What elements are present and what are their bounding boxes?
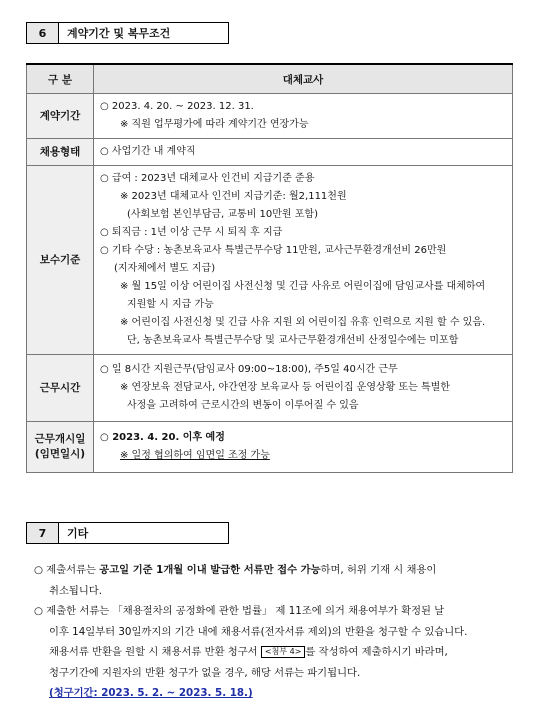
section-title: 계약기간 및 복무조건 [59,22,229,44]
claim-period: (청구기간: 2023. 5. 2. ~ 2023. 5. 18.) [49,687,253,699]
table-row-working-hours [27,355,513,422]
contract-conditions-table [26,63,513,473]
section-number: 7 [26,522,59,544]
content-line: ○ 일 8시간 지원근무(담임교사 09:00~18:00), 주5일 40시간 근무 [100,364,398,375]
row-label: 채용형태 [27,139,94,166]
section-title: 기타 [59,522,229,544]
section-7-header [26,522,229,544]
content-line: (지자체에서 별도 지급) [114,263,216,274]
row-label-line: 근무개시일 [34,433,86,445]
note-2: ○ 제출한 서류는 「채용절차의 공정화에 관한 법률」 제 11조에 의거 채용여부가 확정된 날 [34,605,445,617]
row-content [94,166,513,355]
header-substitute-teacher: 대체교사 [94,64,513,94]
content-line: 사정을 고려하여 근로시간의 변동이 이루어질 수 있음 [127,400,359,411]
header-category: 구 분 [27,64,94,94]
row-label: 보수기준 [27,166,94,355]
content-line: ※ 월 15일 이상 어린이집 사전신청 및 긴급 사유로 어린이집에 담임교사를 대체하여 [120,281,486,292]
note-2-line: 청구기간에 지원자의 반환 청구가 없을 경우, 해당 서류는 파기됩니다. [49,666,361,679]
row-label-line: (임면일시) [34,448,86,460]
row-content [94,355,513,422]
content-line: ○ 급여 : 2023년 대체교사 인건비 지급기준 준용 [100,173,315,184]
section-number: 6 [26,22,59,44]
content-line: 지원할 시 지급 가능 [127,299,214,310]
attachment-badge: <첨부 4> [261,646,306,658]
table-header-row [27,64,513,94]
row-label: 계약기간 [27,94,94,139]
note-2-line: 채용서류 반환을 원할 시 채용서류 반환 청구서 <첨부 4> 를 작성하여 제출하시기 바라며, [49,646,448,658]
row-content [94,139,513,166]
content-line: ○ 2023. 4. 20. ~ 2023. 12. 31. [100,101,254,112]
content-line: 단, 농촌보육교사 특별근무수당 및 교사근무환경개선비 산정일수에는 미포함 [127,335,459,346]
table-row-employment-type [27,139,513,166]
content-line: ※ 어린이집 사전신청 및 긴급 사유 지원 외 어린이집 유휴 인력으로 지원 할 수 있음. [120,317,486,328]
row-content [94,94,513,139]
section-6-header [26,22,229,44]
note-1-continued: 취소됩니다. [49,584,103,597]
content-line: ○ 기타 수당 : 농촌보육교사 특별근무수당 11만원, 교사근무환경개선비 26만원 [100,245,447,256]
row-label [27,422,94,473]
content-line: ※ 연장보육 전담교사, 야간연장 보육교사 등 어린이집 운영상황 또는 특별한 [120,382,450,393]
table-row-contract-period [27,94,513,139]
content-line: ※ 2023년 대체교사 인건비 지급기준: 월2,111천원 [120,191,347,202]
content-line: ○ 퇴직금 : 1년 이상 근무 시 퇴직 후 지급 [100,227,283,238]
table-row-start-date [27,422,513,473]
row-content [94,422,513,473]
content-line: ○ 사업기간 내 계약직 [100,146,196,157]
note-2-line: 이후 14일부터 30일까지의 기간 내에 채용서류(전자서류 제외)의 반환을 청구할 수 있습니다. [49,625,468,638]
note-1: ○ 제출서류는 공고일 기준 1개월 이내 발급한 서류만 접수 가능하며, 허위 기재 시 채용이 [34,564,437,576]
content-line: (사회보험 본인부담금, 교통비 10만원 포함) [127,209,318,220]
content-line: ○ 2023. 4. 20. 이후 예정 [100,432,225,443]
row-label: 근무시간 [27,355,94,422]
table-row-pay-standard [27,166,513,355]
content-line: ※ 직원 업무평가에 따라 계약기간 연장가능 [120,119,309,130]
content-line: ※ 일정 협의하여 임면일 조정 가능 [120,450,270,461]
notes-block [34,560,514,704]
